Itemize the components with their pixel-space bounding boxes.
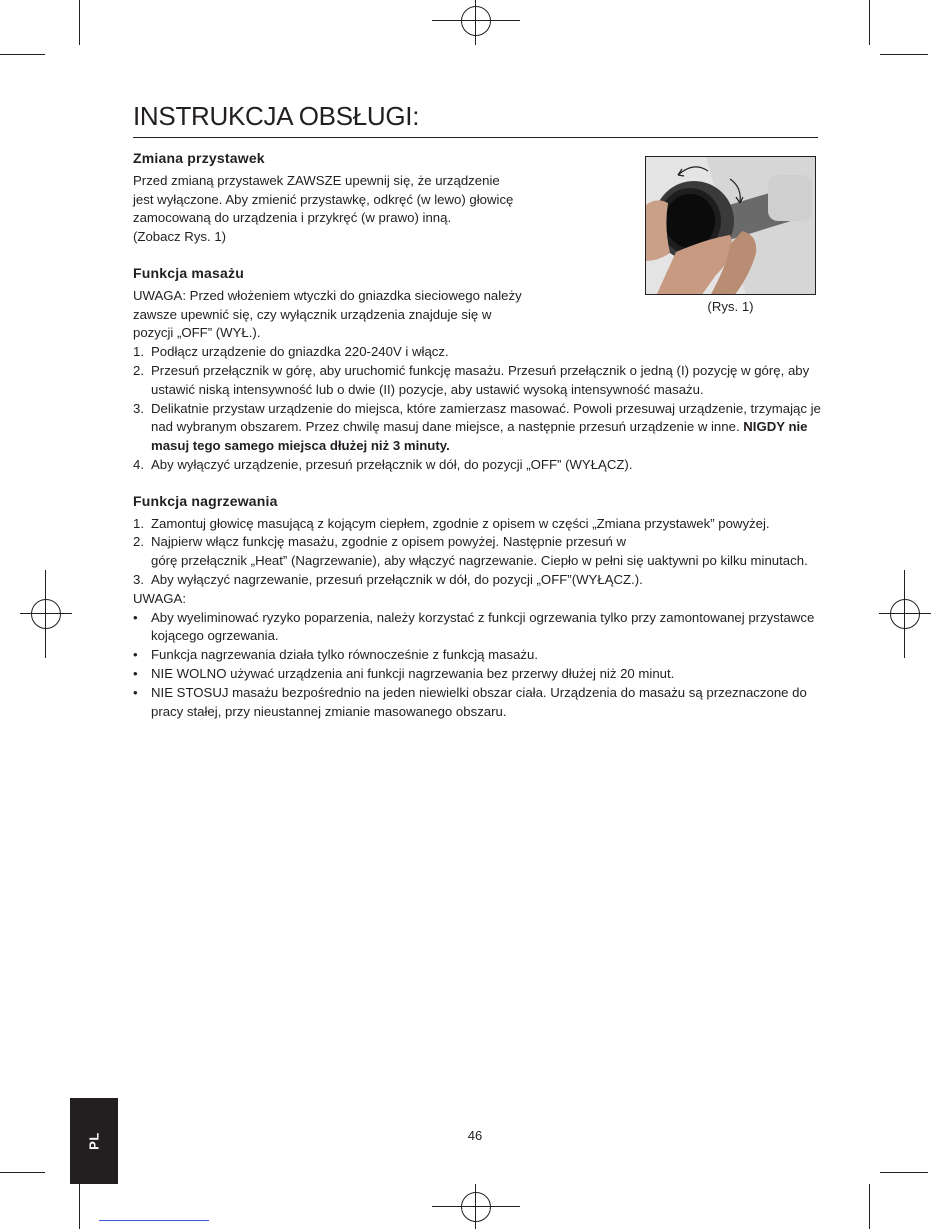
bullet-text: NIE WOLNO używać urządzenia ani funkcji nagrzewania bez przerwy dłużej niż 20 minut. xyxy=(151,665,675,681)
list-item xyxy=(133,533,823,571)
warning-text: NIGDY nie masuj tego samego miejsca dłużej niż 3 minuty. xyxy=(151,419,808,454)
list-item xyxy=(133,456,823,475)
list-item xyxy=(133,400,823,456)
crop-mark xyxy=(869,0,870,45)
list-item xyxy=(133,515,823,534)
list-item-text: Aby wyłączyć nagrzewanie, przesuń przełącznik w dół, do pozycji „OFF”(WYŁĄCZ.). xyxy=(151,571,643,587)
note-label: UWAGA: xyxy=(133,590,186,606)
section-heading-massage: Funkcja masażu xyxy=(133,264,244,281)
crop-mark xyxy=(79,1184,80,1229)
bullet-icon: • xyxy=(133,609,138,625)
note-line: UWAGA: Przed włożeniem wtyczki do gniazdka sieciowego należy xyxy=(133,287,522,303)
bullet-item xyxy=(133,646,823,665)
list-number: 2. xyxy=(133,362,144,378)
bullet-item xyxy=(133,609,823,647)
list-item xyxy=(133,571,823,590)
crop-mark xyxy=(880,54,928,55)
list-number: 2. xyxy=(133,534,144,550)
paragraph-line: zamocowaną do urządzenia i przykręć (w prawo) inną. xyxy=(133,210,452,226)
paragraph-line: Przed zmianą przystawek ZAWSZE upewnij się, że urządzenie xyxy=(133,172,500,188)
bullet-text: Funkcja nagrzewania działa tylko równocześnie z funkcją masażu. xyxy=(151,647,539,663)
crop-mark xyxy=(869,1184,870,1229)
registration-mark xyxy=(890,599,920,629)
registration-mark xyxy=(461,6,491,36)
bullet-icon: • xyxy=(133,647,138,663)
list-number: 1. xyxy=(133,344,144,360)
heating-steps-list xyxy=(133,515,823,590)
list-item-text: Najpierw włącz funkcję masażu, zgodnie z opisem powyżej. Następnie przesuń w xyxy=(151,534,626,550)
massage-steps-list xyxy=(133,343,823,475)
bullet-text: NIE STOSUJ masażu bezpośrednio na jeden niewielki obszar ciała. Urządzenia do masażu są przeznaczone do pracy stałej, przy nieustannej zmianie masowanego obszaru. xyxy=(151,684,807,719)
page-number: 46 xyxy=(467,1128,483,1143)
list-item-text: Delikatnie przystaw urządzenie do miejsca, które zamierzasz masować. Powoli przesuwaj urządzenie, trzymając je nad wybranym obszarem. Przez chwilę masuj dane miejsce, a następnie przesuń urządzenie w inne. xyxy=(151,400,821,435)
registration-mark xyxy=(31,599,61,629)
page-title: INSTRUKCJA OBSŁUGI: xyxy=(133,101,420,131)
instructions-body xyxy=(133,149,823,721)
section-heading-heating: Funkcja nagrzewania xyxy=(133,492,278,509)
list-number: 1. xyxy=(133,515,144,531)
figure-caption: (Rys. 1) xyxy=(707,299,754,314)
crop-mark xyxy=(79,0,80,45)
crop-mark xyxy=(0,1172,45,1173)
list-number: 3. xyxy=(133,571,144,587)
crop-mark xyxy=(880,1172,928,1173)
note-line: zawsze upewnić się, czy wyłącznik urządzenia znajduje się w xyxy=(133,306,492,322)
bullet-item xyxy=(133,665,823,684)
language-label: PL xyxy=(86,1132,102,1150)
bullet-icon: • xyxy=(133,684,138,700)
paragraph-line: jest wyłączone. Aby zmienić przystawkę, odkręć (w lewo) głowicę xyxy=(133,191,514,207)
registration-mark xyxy=(461,1192,491,1222)
list-item-text: górę przełącznik „Heat” (Nagrzewanie), aby włączyć nagrzewanie. Ciepło w pełni się uaktywni po kilku minutach. xyxy=(151,553,808,569)
heating-notes-list xyxy=(133,609,823,722)
title-underline xyxy=(133,137,818,138)
list-item-text: Podłącz urządzenie do gniazdka 220-240V i włącz. xyxy=(151,344,449,360)
note-line: pozycji „OFF” (WYŁ.). xyxy=(133,325,261,341)
crop-mark xyxy=(0,54,45,55)
list-item-text: Aby wyłączyć urządzenie, przesuń przełącznik w dół, do pozycji „OFF” (WYŁĄCZ). xyxy=(151,456,633,472)
list-item-text: Przesuń przełącznik w górę, aby uruchomić funkcję masażu. Przesuń przełącznik o jedną (I) pozycję w górę, aby ustawić niską intensywność lub o dwie (II) pozycje, aby ustawić wysoką intensywność masażu. xyxy=(151,362,810,397)
bullet-text: Aby wyeliminować ryzyko poparzenia, należy korzystać z funkcji ogrzewania tylko przy zamontowanej przystawce kojącego ogrzewania. xyxy=(151,609,815,644)
language-tab xyxy=(70,1098,118,1184)
footer-link-underline xyxy=(99,1220,209,1221)
list-item-text: Zamontuj głowicę masującą z kojącym ciepłem, zgodnie z opisem w części „Zmiana przystawek” powyżej. xyxy=(151,515,770,531)
bullet-icon: • xyxy=(133,665,138,681)
list-number: 4. xyxy=(133,456,144,472)
section-heading-attachments: Zmiana przystawek xyxy=(133,150,265,166)
bullet-item xyxy=(133,684,823,722)
list-item xyxy=(133,343,823,362)
list-number: 3. xyxy=(133,400,144,416)
list-item xyxy=(133,362,823,400)
paragraph-line: (Zobacz Rys. 1) xyxy=(133,229,227,245)
